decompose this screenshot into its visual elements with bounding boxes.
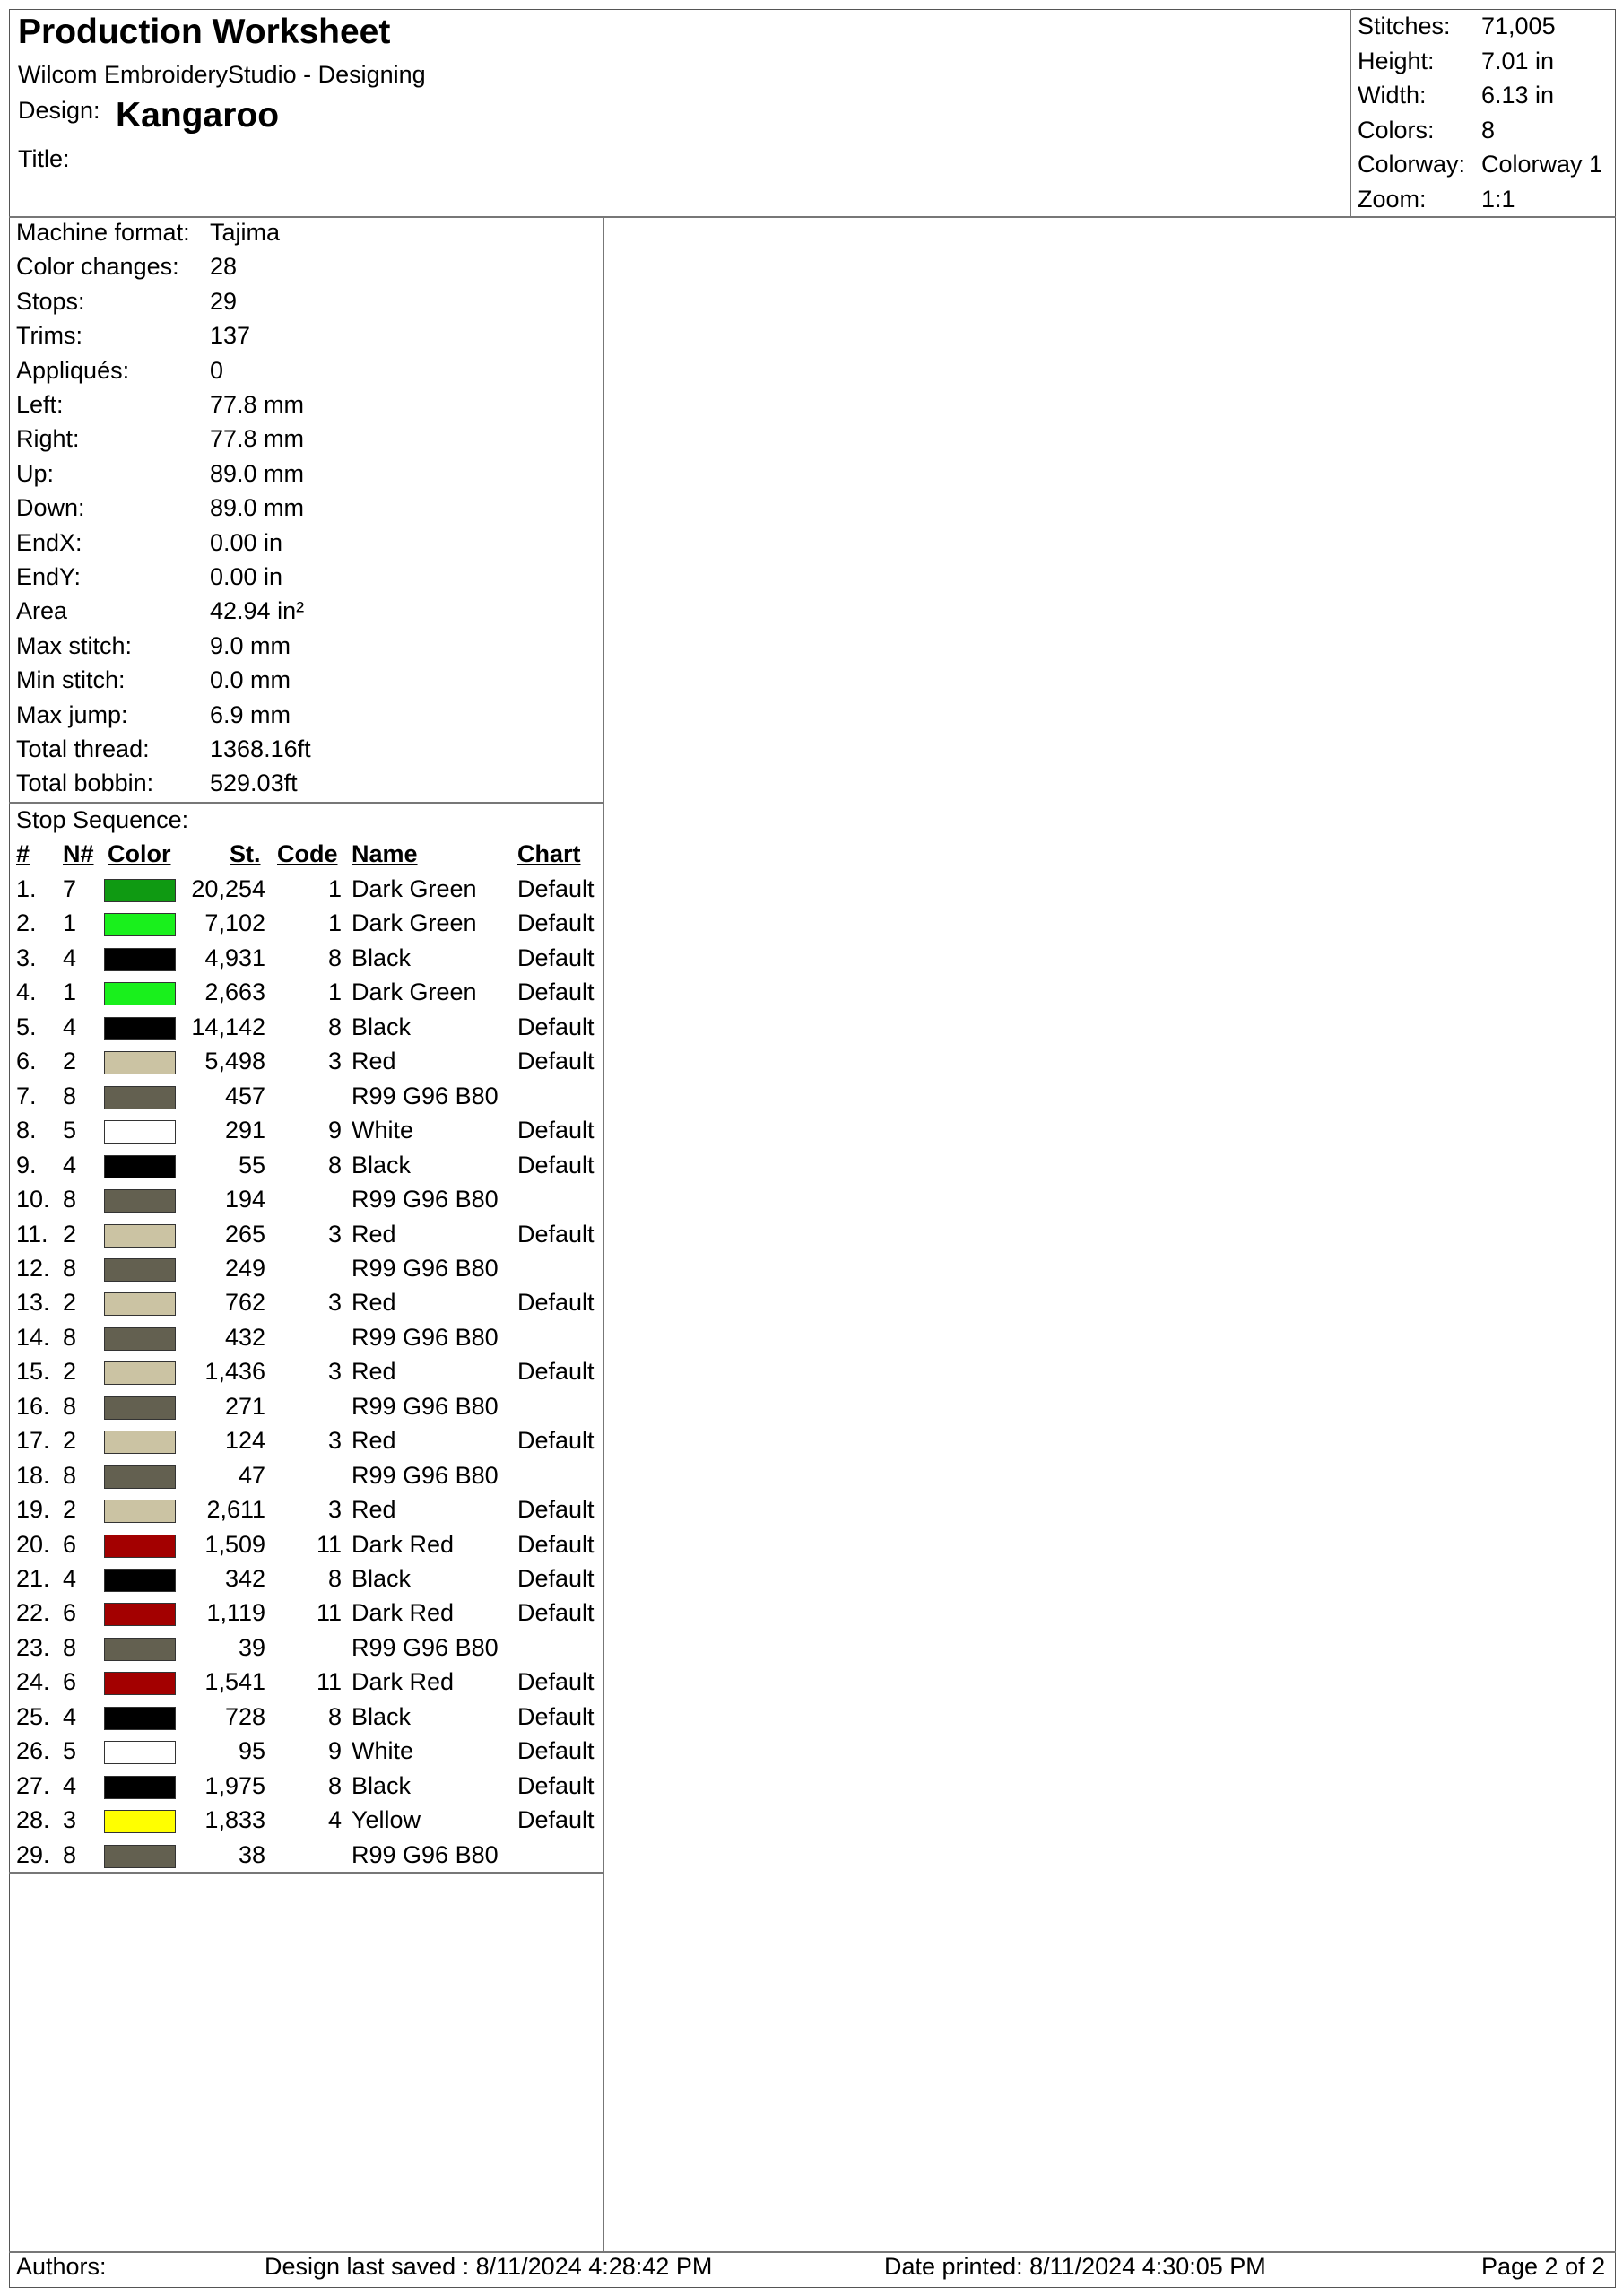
- design-label: Design:: [18, 97, 100, 124]
- row-name: Red: [352, 1427, 396, 1455]
- stop-sequence-title: Stop Sequence:: [16, 806, 189, 833]
- row-code: 11: [316, 1530, 342, 1558]
- color-swatch: [104, 982, 176, 1005]
- property-value: 28: [210, 253, 238, 281]
- row-needle: 6: [63, 1599, 77, 1627]
- property-label: Right:: [16, 425, 80, 453]
- property-value: 0.00 in: [210, 563, 283, 590]
- row-name: Black: [352, 1702, 412, 1730]
- property-value: 529.03ft: [210, 770, 298, 797]
- row-index: 7.: [16, 1082, 37, 1109]
- table-row: [0, 1117, 601, 1151]
- row-code: 8: [327, 1771, 342, 1799]
- row-stitches: 1,975: [204, 1771, 265, 1799]
- table-row: [0, 1634, 601, 1668]
- row-stitches: 124: [224, 1427, 265, 1455]
- row-needle: 8: [63, 1323, 77, 1351]
- row-index: 6.: [16, 1048, 37, 1075]
- summary-label: Stitches:: [1358, 13, 1451, 39]
- property-label: Stops:: [16, 287, 85, 315]
- row-name: R99 G96 B80: [352, 1633, 499, 1661]
- color-swatch: [104, 1776, 176, 1799]
- header-color: Color: [108, 840, 171, 867]
- table-row: [0, 1668, 601, 1702]
- row-stitches: 7,102: [204, 909, 265, 937]
- row-name: White: [352, 1117, 414, 1144]
- property-label: Total thread:: [16, 735, 150, 762]
- color-swatch: [104, 1465, 176, 1489]
- property-label: Left:: [16, 391, 64, 418]
- row-code: 3: [327, 1427, 342, 1455]
- table-row: [0, 1393, 601, 1427]
- row-code: 3: [327, 1496, 342, 1524]
- summary-label: Colorway:: [1358, 151, 1466, 178]
- header-code: Code: [277, 840, 338, 867]
- table-row: [0, 1496, 601, 1530]
- row-name: Red: [352, 1358, 396, 1386]
- row-needle: 5: [63, 1737, 77, 1765]
- row-name: Dark Green: [352, 909, 477, 937]
- color-swatch: [104, 1431, 176, 1454]
- color-swatch: [104, 1569, 176, 1592]
- summary-value: Colorway 1: [1481, 151, 1603, 178]
- row-stitches: 1,541: [204, 1668, 265, 1696]
- table-row: [0, 1324, 601, 1358]
- row-name: Red: [352, 1496, 396, 1524]
- property-label: Machine format:: [16, 219, 190, 246]
- row-chart: Default: [517, 1048, 595, 1075]
- software-name: Wilcom EmbroideryStudio - Designing: [18, 61, 426, 88]
- color-swatch: [104, 1845, 176, 1868]
- color-swatch: [104, 1120, 176, 1144]
- table-row: [0, 1083, 601, 1117]
- color-swatch: [104, 1086, 176, 1109]
- row-needle: 2: [63, 1496, 77, 1524]
- table-row: [0, 1806, 601, 1840]
- summary-divider: [1350, 9, 1351, 217]
- row-needle: 4: [63, 1013, 77, 1040]
- row-code: 1: [327, 875, 342, 902]
- row-chart: Default: [517, 1737, 595, 1765]
- row-code: 3: [327, 1048, 342, 1075]
- property-label: Area: [16, 597, 68, 625]
- row-name: Black: [352, 1771, 412, 1799]
- row-index: 23.: [16, 1633, 50, 1661]
- property-label: Max stitch:: [16, 631, 133, 659]
- table-row: [0, 1152, 601, 1186]
- row-stitches: 457: [224, 1082, 265, 1109]
- row-code: 1: [327, 909, 342, 937]
- row-needle: 1: [63, 909, 77, 937]
- table-row: [0, 1772, 601, 1806]
- row-stitches: 5,498: [204, 1048, 265, 1075]
- property-label: Up:: [16, 459, 55, 487]
- color-swatch: [104, 1603, 176, 1626]
- color-swatch: [104, 1500, 176, 1523]
- title-label: Title:: [18, 145, 70, 172]
- property-label: Trims:: [16, 322, 82, 350]
- color-swatch: [104, 913, 176, 936]
- row-index: 2.: [16, 909, 37, 937]
- row-index: 11.: [16, 1220, 48, 1248]
- row-chart: Default: [517, 1013, 595, 1040]
- row-index: 9.: [16, 1151, 37, 1178]
- table-row: [0, 1737, 601, 1771]
- color-swatch: [104, 1396, 176, 1420]
- design-name: Kangaroo: [116, 96, 280, 135]
- row-name: R99 G96 B80: [352, 1186, 499, 1213]
- row-needle: 6: [63, 1668, 77, 1696]
- row-code: 1: [327, 978, 342, 1006]
- row-needle: 8: [63, 1186, 77, 1213]
- row-index: 19.: [16, 1496, 50, 1524]
- color-swatch: [104, 1017, 176, 1040]
- row-chart: Default: [517, 1496, 595, 1524]
- summary-label: Height:: [1358, 47, 1435, 74]
- table-row: [0, 944, 601, 978]
- row-stitches: 249: [224, 1254, 265, 1282]
- row-needle: 2: [63, 1289, 77, 1317]
- property-value: 1368.16ft: [210, 735, 311, 762]
- row-needle: 7: [63, 875, 77, 902]
- color-swatch: [104, 1810, 176, 1833]
- row-code: 4: [327, 1806, 342, 1834]
- property-label: Down:: [16, 494, 85, 522]
- row-index: 15.: [16, 1358, 50, 1386]
- row-index: 20.: [16, 1530, 50, 1558]
- row-stitches: 762: [224, 1289, 265, 1317]
- color-swatch: [104, 1155, 176, 1178]
- row-stitches: 20,254: [191, 875, 265, 902]
- property-value: 9.0 mm: [210, 631, 291, 659]
- header-needle: N#: [63, 840, 94, 867]
- color-swatch: [104, 879, 176, 902]
- row-stitches: 1,119: [206, 1599, 265, 1627]
- table-row: [0, 1289, 601, 1323]
- row-needle: 8: [63, 1840, 77, 1868]
- row-chart: Default: [517, 978, 595, 1006]
- row-code: 9: [327, 1117, 342, 1144]
- row-name: Yellow: [352, 1806, 421, 1834]
- row-needle: 8: [63, 1392, 77, 1420]
- row-index: 1.: [16, 875, 37, 902]
- row-stitches: 2,611: [206, 1496, 265, 1524]
- row-index: 29.: [16, 1840, 50, 1868]
- property-label: Total bobbin:: [16, 770, 154, 797]
- row-needle: 8: [63, 1254, 77, 1282]
- row-stitches: 47: [238, 1461, 265, 1489]
- table-row: [0, 1841, 601, 1875]
- property-value: Tajima: [210, 219, 281, 246]
- property-value: 42.94 in²: [210, 597, 305, 625]
- table-row: [0, 1531, 601, 1565]
- sidebar-divider: [603, 216, 604, 2252]
- property-value: 89.0 mm: [210, 459, 305, 487]
- row-name: R99 G96 B80: [352, 1323, 499, 1351]
- row-needle: 2: [63, 1048, 77, 1075]
- page-title: Production Worksheet: [18, 13, 391, 51]
- row-name: Black: [352, 1013, 412, 1040]
- row-index: 17.: [16, 1427, 50, 1455]
- row-code: 9: [327, 1737, 342, 1765]
- property-label: Appliqués:: [16, 356, 130, 384]
- table-row: [0, 1462, 601, 1496]
- row-needle: 4: [63, 1771, 77, 1799]
- color-swatch: [104, 1707, 176, 1730]
- row-needle: 3: [63, 1806, 77, 1834]
- row-chart: Default: [517, 909, 595, 937]
- row-stitches: 55: [238, 1151, 265, 1178]
- property-label: EndY:: [16, 563, 82, 590]
- row-chart: Default: [517, 1565, 595, 1592]
- table-row: [0, 875, 601, 909]
- color-swatch: [104, 1638, 176, 1661]
- color-swatch: [104, 1258, 176, 1282]
- row-needle: 2: [63, 1220, 77, 1248]
- row-stitches: 95: [238, 1737, 265, 1765]
- row-name: R99 G96 B80: [352, 1392, 499, 1420]
- row-chart: Default: [517, 1289, 595, 1317]
- row-needle: 2: [63, 1358, 77, 1386]
- row-needle: 4: [63, 1702, 77, 1730]
- table-row: [0, 1599, 601, 1633]
- color-swatch: [104, 1535, 176, 1558]
- row-name: Dark Red: [352, 1530, 455, 1558]
- property-value: 77.8 mm: [210, 391, 305, 418]
- row-chart: Default: [517, 1117, 595, 1144]
- row-index: 26.: [16, 1737, 50, 1765]
- property-label: EndX:: [16, 528, 82, 556]
- summary-value: 1:1: [1481, 185, 1515, 213]
- row-needle: 6: [63, 1530, 77, 1558]
- summary-value: 6.13 in: [1481, 82, 1555, 109]
- row-needle: 2: [63, 1427, 77, 1455]
- color-swatch: [104, 1051, 176, 1074]
- row-stitches: 14,142: [191, 1013, 265, 1040]
- row-stitches: 265: [224, 1220, 265, 1248]
- row-name: Red: [352, 1048, 396, 1075]
- row-stitches: 342: [224, 1565, 265, 1592]
- summary-label: Width:: [1358, 82, 1427, 109]
- row-stitches: 1,509: [204, 1530, 265, 1558]
- row-code: 8: [327, 1702, 342, 1730]
- property-value: 137: [210, 322, 251, 350]
- row-index: 13.: [16, 1289, 50, 1317]
- row-chart: Default: [517, 1702, 595, 1730]
- property-value: 89.0 mm: [210, 494, 305, 522]
- property-label: Min stitch:: [16, 666, 126, 694]
- row-code: 8: [327, 1013, 342, 1040]
- row-code: 3: [327, 1289, 342, 1317]
- row-stitches: 194: [224, 1186, 265, 1213]
- row-chart: Default: [517, 1151, 595, 1178]
- row-chart: Default: [517, 944, 595, 971]
- row-stitches: 39: [238, 1633, 265, 1661]
- row-index: 24.: [16, 1668, 50, 1696]
- row-index: 12.: [16, 1254, 50, 1282]
- row-chart: Default: [517, 1806, 595, 1834]
- table-row: [0, 1427, 601, 1461]
- row-needle: 5: [63, 1117, 77, 1144]
- row-name: Dark Green: [352, 875, 477, 902]
- row-chart: Default: [517, 1668, 595, 1696]
- color-swatch: [104, 1672, 176, 1695]
- row-name: R99 G96 B80: [352, 1840, 499, 1868]
- table-row: [0, 1565, 601, 1599]
- color-swatch: [104, 1292, 176, 1316]
- row-needle: 8: [63, 1633, 77, 1661]
- property-value: 0: [210, 356, 224, 384]
- row-code: 3: [327, 1220, 342, 1248]
- footer-date-printed: Date printed: 8/11/2024 4:30:05 PM: [884, 2253, 1266, 2280]
- row-name: Black: [352, 1151, 412, 1178]
- row-stitches: 4,931: [204, 944, 265, 971]
- row-index: 25.: [16, 1702, 50, 1730]
- color-swatch: [104, 1189, 176, 1213]
- header-divider: [9, 216, 1616, 218]
- row-chart: Default: [517, 1530, 595, 1558]
- row-code: 8: [327, 944, 342, 971]
- row-chart: Default: [517, 1358, 595, 1386]
- color-swatch: [104, 1741, 176, 1764]
- row-stitches: 1,833: [204, 1806, 265, 1834]
- summary-value: 7.01 in: [1481, 47, 1555, 74]
- summary-label: Colors:: [1358, 116, 1435, 144]
- row-stitches: 271: [224, 1392, 265, 1420]
- table-row: [0, 909, 601, 944]
- property-value: 6.9 mm: [210, 700, 291, 728]
- row-index: 8.: [16, 1117, 37, 1144]
- table-row: [0, 1048, 601, 1082]
- summary-value: 71,005: [1481, 13, 1556, 39]
- row-chart: Default: [517, 1599, 595, 1627]
- row-needle: 4: [63, 1565, 77, 1592]
- row-index: 4.: [16, 978, 37, 1006]
- row-needle: 8: [63, 1461, 77, 1489]
- row-name: Dark Red: [352, 1599, 455, 1627]
- row-needle: 4: [63, 1151, 77, 1178]
- row-name: White: [352, 1737, 414, 1765]
- row-index: 21.: [16, 1565, 50, 1592]
- row-name: Black: [352, 1565, 412, 1592]
- header-name: Name: [352, 840, 418, 867]
- table-row: [0, 978, 601, 1013]
- property-value: 29: [210, 287, 238, 315]
- row-needle: 8: [63, 1082, 77, 1109]
- row-name: Dark Red: [352, 1668, 455, 1696]
- color-swatch: [104, 1327, 176, 1351]
- header-stitches: St.: [230, 840, 261, 867]
- row-stitches: 291: [224, 1117, 265, 1144]
- row-index: 27.: [16, 1771, 50, 1799]
- table-row: [0, 1013, 601, 1048]
- footer-page-number: Page 2 of 2: [1481, 2253, 1606, 2280]
- row-index: 5.: [16, 1013, 37, 1040]
- row-chart: Default: [517, 1220, 595, 1248]
- property-label: Max jump:: [16, 700, 128, 728]
- footer-authors: Authors:: [16, 2253, 107, 2280]
- row-chart: Default: [517, 1771, 595, 1799]
- row-name: Red: [352, 1289, 396, 1317]
- row-index: 3.: [16, 944, 37, 971]
- row-name: R99 G96 B80: [352, 1461, 499, 1489]
- row-stitches: 38: [238, 1840, 265, 1868]
- row-index: 22.: [16, 1599, 50, 1627]
- row-index: 10.: [16, 1186, 50, 1213]
- table-row: [0, 1358, 601, 1392]
- row-name: Dark Green: [352, 978, 477, 1006]
- row-chart: Default: [517, 875, 595, 902]
- row-index: 16.: [16, 1392, 50, 1420]
- row-index: 14.: [16, 1323, 50, 1351]
- row-stitches: 432: [224, 1323, 265, 1351]
- header-chart: Chart: [517, 840, 581, 867]
- properties-divider: [9, 802, 603, 804]
- row-code: 11: [316, 1599, 342, 1627]
- row-index: 18.: [16, 1461, 50, 1489]
- footer-last-saved: Design last saved : 8/11/2024 4:28:42 PM: [265, 2253, 713, 2280]
- table-row: [0, 1186, 601, 1220]
- color-swatch: [104, 1224, 176, 1248]
- table-row: [0, 1703, 601, 1737]
- table-row: [0, 1221, 601, 1255]
- row-chart: Default: [517, 1427, 595, 1455]
- row-code: 3: [327, 1358, 342, 1386]
- row-needle: 4: [63, 944, 77, 971]
- table-row: [0, 1255, 601, 1289]
- property-value: 0.0 mm: [210, 666, 291, 694]
- row-name: R99 G96 B80: [352, 1082, 499, 1109]
- property-label: Color changes:: [16, 253, 179, 281]
- summary-label: Zoom:: [1358, 185, 1427, 213]
- property-value: 77.8 mm: [210, 425, 305, 453]
- row-needle: 1: [63, 978, 77, 1006]
- color-swatch: [104, 948, 176, 971]
- row-name: Red: [352, 1220, 396, 1248]
- row-stitches: 1,436: [204, 1358, 265, 1386]
- header-index: #: [16, 840, 30, 867]
- summary-value: 8: [1481, 116, 1496, 144]
- footer-divider: [9, 2251, 1616, 2253]
- row-name: R99 G96 B80: [352, 1254, 499, 1282]
- row-code: 11: [316, 1668, 342, 1696]
- row-stitches: 728: [224, 1702, 265, 1730]
- row-code: 8: [327, 1151, 342, 1178]
- property-value: 0.00 in: [210, 528, 283, 556]
- row-stitches: 2,663: [204, 978, 265, 1006]
- color-swatch: [104, 1361, 176, 1385]
- row-name: Black: [352, 944, 412, 971]
- row-code: 8: [327, 1565, 342, 1592]
- row-index: 28.: [16, 1806, 50, 1834]
